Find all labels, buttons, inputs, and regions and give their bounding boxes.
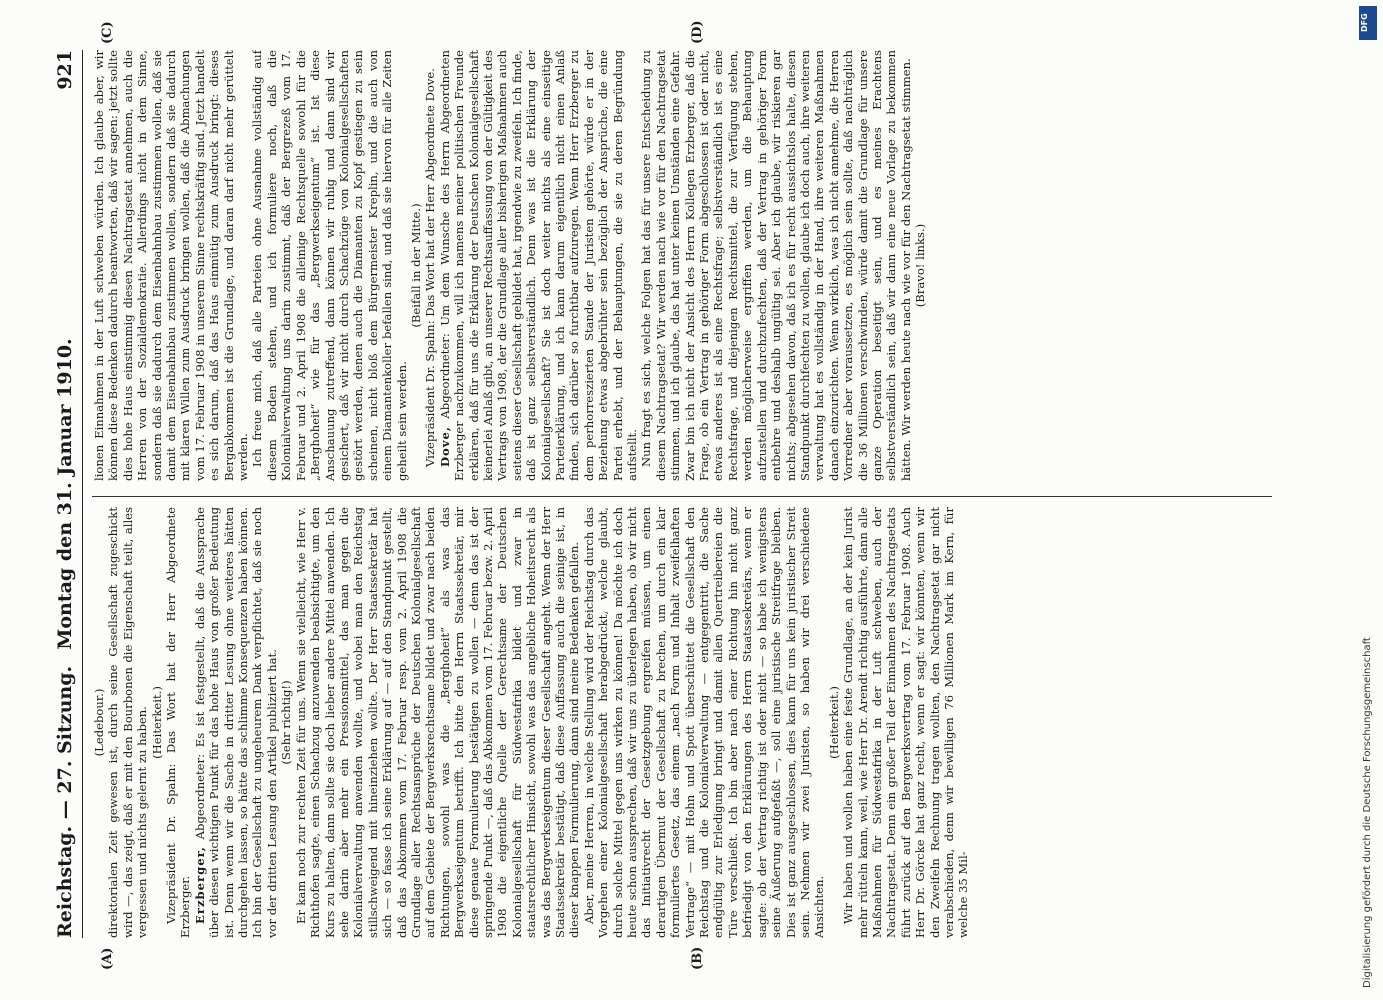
speaker-context: (Ledebour.) [92, 688, 106, 757]
header-date: Montag den 31. Januar 1910. [54, 338, 76, 650]
president-announcement: Vizepräsident Dr. Spahn: Das Wort hat der Herr Abgeordnete Dove. [423, 68, 438, 467]
header-session: Reichstag. — 27. Sitzung. [54, 665, 76, 938]
paragraph: Nun fragt es sich, welche Folgen hat das für unsere Entscheidung zu diesem Nachtragsetat? Wir werden nach wie vor für den Nachtragsetat stimmen, und ich glaube, das hat unter keinen Umständen eine Gefahr. Zwar bin ich nicht der Ansicht des Herrn Kollegen Erzberger, daß die Frage, ob ein Vertrag in gehöriger Form abgeschlossen ist oder nicht, etwas anderes ist als eine Rechtsfrage; selbstverständlich ist es eine Rechtsfrage, und diejenigen Rechtsmittel, die zur Verfügung stehen, werden möglicherweise ergriffen werden, um die Behauptung aufzustellen und durchzufechten, daß der Vertrag in gehöriger Form entbehre und deshalb ungültig sei. Aber ich glaube, wir riskieren gar nichts; abgesehen davon, daß ich es für recht aussichtslos halte, diesen Standpunkt durchfechten zu wollen, glaube ich doch auch, ihre weiteren verwaltung hat es vollständig in der Hand, ihre weiteren Maßnahmen danach einzurichten. Wenn wirklich, was ich nicht annehme, die Herren Vorredner aber voraussetzen, es möglich sein sollte, daß nachträglich die 36 Millionen verschwinden, würde damit die Grundlage für unsere ganze Operation beseitigt sein, und es meines Erachtens selbstverständlich sein, daß wir dann eine neue Vorlage zu bekommen hätten. Wir werden heute nach wie vor für den Nachtragsetat stimmen. [639, 50, 913, 481]
paragraph: Wir haben und wollen haben eine feste Grundlage, an der kein Jurist mehr rütteln kann, weil, wie Herr Dr. Arendt richtig ausführte, dann alle Maßnahmen für Südwestafrika in der Luft schweben, auch der Nachtragsetat. Denn ein großer Teil der Einnahmen des Nachtragsetats führt zurück auf den Bergwerksvertrag vom 17. Februar 1908. Auch Herr Dr. Görcke hat ganz recht, wenn er sagt: wir könnten, wenn wir den Zweifeln Rechnung tragen wollten, den Nachtragsetat gar nicht verabschieden, denn wir bewilligen 76 Millionen Mark im Kern, für welche 35 Mil- [841, 507, 971, 938]
paragraph: lionen Einnahmen in der Luft schweben würden. Ich glaube aber, wir können diese Bedenken dadurch beantworten, daß wir sagen: jetzt sollte dies hohe Haus einstimmig diesen Nachtragsetat annehmen, auch die Herren von der Sozialdemokratie. Allerdings nicht in dem Sinne, sondern daß sie dadurch dem Eisenbahnbau zustimmen wollen, daß sie damit dem Eisenbahnbau zustimmen wollen, sondern daß sie dadurch mit klaren Willen zum Ausdruck bringen wollen, daß die Abmachungen vom 17. Februar 1908 in unserem Sinne rechtskräftig sind. Jetzt handelt es sich darum, daß das Haus einmütig zum Ausdruck bringt: dieses Bergabkommen ist die Grundlage, und daran darf nicht mehr gerüttelt werden. [92, 50, 251, 481]
left-column [92, 507, 1272, 938]
speech-opening [438, 50, 640, 481]
interjection: (Bravo! links.) [913, 223, 928, 308]
speaker-name: Erzberger, [192, 846, 207, 924]
speaker-name: Dove, [437, 426, 452, 467]
interjection: (Heiterkeit.) [826, 686, 841, 759]
dfg-logo: DFG [1359, 6, 1377, 40]
margin-marker-d: (D) [690, 20, 705, 44]
column-divider [92, 496, 1272, 497]
margin-marker-a: (A) [100, 947, 115, 970]
interjection: (Beifall in der Mitte.) [408, 203, 423, 328]
right-column [92, 50, 1272, 481]
paragraph: direktorialen Zeit gewesen ist, durch seine Gesellschaft zugeschickt wird —, das zeigt, daß er mit den Bourbonen die Eigenschaft teilt, alles vergessen und nichts gelernt zu haben. [106, 507, 150, 938]
digitization-credit: Digitalisierung gefördert durch die Deutsche Forschungsgemeinschaft [1362, 637, 1373, 988]
president-announcement: Vizepräsident Dr. Spahn: Das Wort hat der Herr Abgeordnete Erzberger. [164, 507, 193, 938]
paragraph-text: Abgeordneter: Es ist festgestellt, daß die Aussprache über diesen wichtigen Punkt für das hohe Haus von großer Bedeutung ist. Denn wenn wir die Sache in dritter Lesung ohne weiteres hätten durchgehen lassen, so hätte das schlimme Konsequenzen haben können. Ich bin der Gesellschaft zu ungeheurem Dank verpflichtet, daß sie noch vor der dritten Lesung den Artikel publiziert hat. [192, 507, 279, 938]
speech-opening [193, 507, 279, 938]
interjection: (Sehr richtig!) [279, 680, 294, 765]
paragraph: Er kam noch zur rechten Zeit für uns. Wenn sie vielleicht, wie Herr v. Richthofen sagte, einen Schachzug anzuwenden beabsichtigte, um den Kurs zu halten, dann sollte sie doch lieber andere Mittel anwenden. Ich sehe darin aber mehr ein Pressionsmittel, das man gegen die Kolonialverwaltung anwenden wollte, und wobei man den Reichstag stillschweigend mit hineinziehen wollte. Der Herr Staatssekretär hat sich — so fasse ich seine Erklärung auf — auf den Standpunkt gestellt, daß das Abkommen vom 17. Februar resp. vom 2. April 1908 die Grundlage aller Rechtsansprüche der Deutschen Kolonialgesellschaft auf dem Gebiete der Bergwerksrechtsame bildet und zwar nach beiden Richtungen, sowohl was die „Berghoheit“ als was das Bergwerkseigentum betrifft. Ich bitte den Herrn Staatssekretär, mir diese genaue Formulierung bestätigen zu wollen — denn das ist der springende Punkt —, daß das Abkommen vom 17. Februar bezw. 2. April 1908 die eigentliche Quelle der Gerechtsame der Deutschen Kolonialgesellschaft für Südwestafrika bildet und zwar in staatsrechtlicher Hinsicht, sowohl was das angebliche Hoheitsrecht als was das Bergwerkseigentum dieser Gesellschaft angeht. Wenn der Herr Staatssekretär bestätigt, daß diese Auffassung auch die seinige ist, in dieser knappen Formulierung, dann sind meine Bedenken gefallen. [293, 507, 582, 938]
paragraph: Ich freue mich, daß alle Parteien ohne Ausnahme vollständig auf diesem Boden stehen, und ich formuliere noch, daß die Kolonialverwaltung uns darin zustimmt, daß der Bergrezeß vom 17. Februar und 2. April 1908 die alleinige Rechtsquelle sowohl für die „Berghoheit“ wie für das „Bergwerkseigentum“ ist. Ist diese Anschauung zutreffend, dann können wir ruhig und dann sind wir gesichert, daß wir nicht durch Schachzüge von Kolonialgesellschaften gestört werden, denen auch die Diamanten zu Kopf gestiegen zu sein scheinen, nicht bloß dem Bürgermeister Kreplin, und die auch von einem Diamantenkoller befallen sind, und daß sie hiervon für alle Zeiten geheilt sein werden. [250, 50, 409, 481]
margin-marker-b: (B) [690, 946, 705, 970]
paragraph-text: Abgeordneter: Um dem Wunsche des Herrn Abgeordneten Erzberger nachzukommen, will ich namens meiner politischen Freunde erklären, daß für uns die Erklärung der Deutschen Kolonialgesellschaft keinerlei Anlaß gibt, an unserer Rechtsauffassung von der Gültigkeit des Vertrags von 1908, der die Grundlage aller bisherigen Maßnahmen auch seitens dieser Gesellschaft gebildet hat, irgendwie zu zweifeln. Ich finde, daß ist ganz selbstverständlich. Denn was ist die Erklärung der Kolonialgesellschaft? Sie ist doch weiter nichts als eine einseitige Parteierklärung, und ich kann darum eigentlich nicht einen Anlaß finden, sich darüber so furchtbar aufzuregen. Wenn Herr Erzberger zu dem perhorreszierten Stande der Juristen gehörte, würde er in der Beziehung etwas abgebrühter sein bezüglich der Ansprüche, die eine Partei erhebt, und der Behauptungen, die sie zu deren Begründung aufstellt. [437, 50, 640, 481]
margin-marker-c: (C) [100, 21, 115, 44]
interjection: (Heiterkeit.) [149, 686, 164, 759]
page-number: 921 [54, 50, 76, 90]
page-header [48, 50, 83, 938]
paragraph: Aber, meine Herren, in welche Stellung wird der Reichstag durch das Vorgehen einer Kolonialgesellschaft herabgedrückt, welche glaubt, durch solche Mittel gegen uns wirken zu können! Da möchte ich doch heute schon aussprechen, daß wir uns zu überlegen haben, ob wir nicht das Initiativrecht der Gesetzgebung ergreifen müssen, um einen derartigen Übermut der Gesellschaft zu brechen, um durch ein klar formuliertes Gesetz, das einem „nach Form und Inhalt zweifelhaften Vertrage“ — mit Hohn und Spott überschüttet die Gesellschaft den Reichstag und die Kolonialverwaltung — entgegentritt, die Sache endgültig zur Erledigung bringt und damit allen Quertreibereien die Türe verschließt. Ich bin aber nach einer Richtung hin nicht ganz befriedigt von den Erklärungen des Herrn Staatssekretärs, wenn er sagte: ob der Vertrag richtig ist oder nicht — so habe ich wenigstens seine Äußerung aufgefaßt —, soll eine juristische Streitfrage bleiben. Dies ist ganz ausgeschlossen, dies kann für uns kein juristischer Streit sein. Nehmen wir zwei Juristen, so haben wir drei verschiedene Ansichten. [581, 507, 827, 938]
